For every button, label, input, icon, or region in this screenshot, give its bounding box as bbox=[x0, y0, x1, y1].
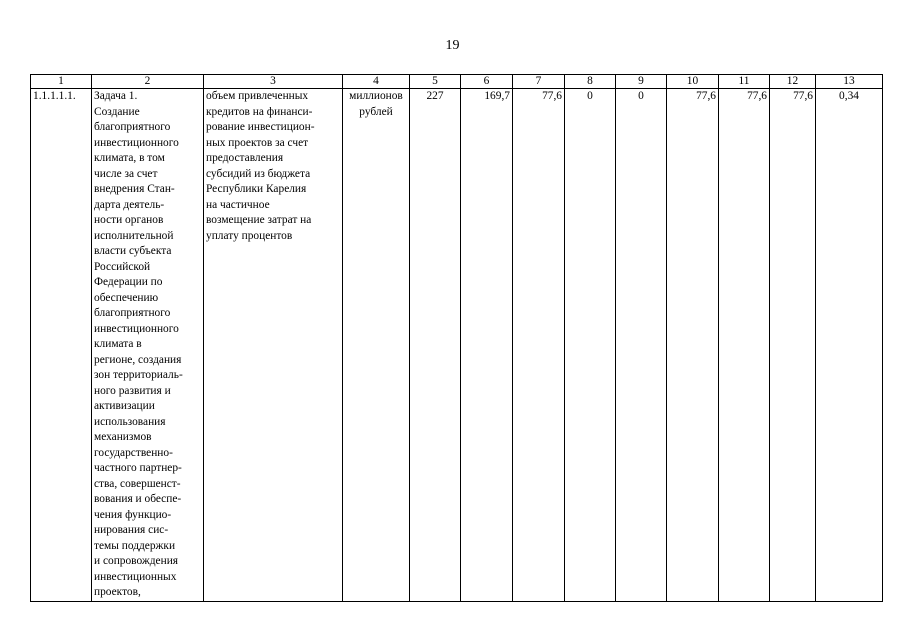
cell-col13: 0,34 bbox=[816, 89, 883, 602]
cell-col8: 0 bbox=[565, 89, 616, 602]
header-col-5: 5 bbox=[410, 75, 461, 89]
cell-col10: 77,6 bbox=[667, 89, 719, 602]
header-col-1: 1 bbox=[31, 75, 92, 89]
cell-task: Задача 1. Создание благоприятного инвестиционного климата, в том числе за счет внедрения Стан- дарта деятель- ности органов исполнительной власти субъекта Российской Федерации по обеспечению благоприятного инвестиционного климата в регионе, создания зон территориаль- ного развития и активизации использования механизмов государственно- частного партнер- ства, совершенст- вования и обеспе- чения функцио- нирования сис- темы поддержки и сопровождения инвестиционных проектов, bbox=[92, 89, 204, 602]
cell-col9: 0 bbox=[616, 89, 667, 602]
cell-unit: миллионов рублей bbox=[343, 89, 410, 602]
header-col-13: 13 bbox=[816, 75, 883, 89]
indicator-table bbox=[30, 74, 883, 602]
header-col-4: 4 bbox=[343, 75, 410, 89]
header-col-12: 12 bbox=[770, 75, 816, 89]
cell-indicator: объем привлеченных кредитов на финанси- рование инвестицион- ных проектов за счет предоставления субсидий из бюджета Республики Карелия на частичное возмещение затрат на уплату процентов bbox=[204, 89, 343, 602]
cell-code: 1.1.1.1.1. bbox=[31, 89, 92, 602]
table-header bbox=[31, 75, 883, 89]
header-col-10: 10 bbox=[667, 75, 719, 89]
header-col-7: 7 bbox=[513, 75, 565, 89]
header-col-11: 11 bbox=[719, 75, 770, 89]
header-row bbox=[31, 75, 883, 89]
cell-col7: 77,6 bbox=[513, 89, 565, 602]
header-col-9: 9 bbox=[616, 75, 667, 89]
page-number: 19 bbox=[445, 38, 460, 53]
cell-col6: 169,7 bbox=[461, 89, 513, 602]
header-col-2: 2 bbox=[92, 75, 204, 89]
header-col-8: 8 bbox=[565, 75, 616, 89]
table-row bbox=[31, 89, 883, 602]
header-col-3: 3 bbox=[204, 75, 343, 89]
cell-col12: 77,6 bbox=[770, 89, 816, 602]
header-col-6: 6 bbox=[461, 75, 513, 89]
cell-col5: 227 bbox=[410, 89, 461, 602]
cell-col11: 77,6 bbox=[719, 89, 770, 602]
